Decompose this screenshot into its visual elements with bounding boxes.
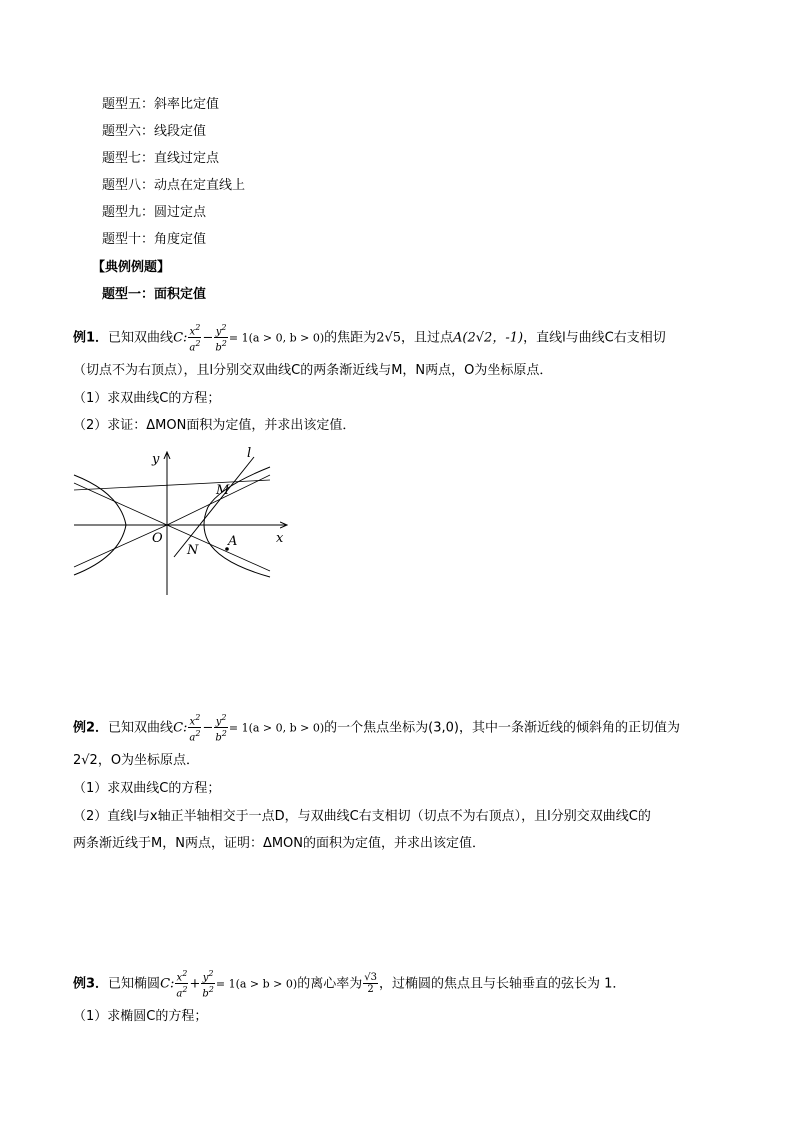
ex3-end: ，过椭圆的焦点且与长轴垂直的弦长为 1． (378, 976, 626, 992)
hyperbola-figure (70, 445, 295, 600)
ex1-question-2: （2）求证：ΔMON面积为定值，并求出该定值． (73, 418, 356, 433)
ex3-frac-x: $\frac{x^2}{a^2}$ (176, 969, 188, 1000)
ex3-mid: 的离心率为 (297, 976, 363, 992)
label-a: A (228, 534, 238, 549)
label-m: M (216, 483, 230, 498)
ex3-line1: 例3．已知椭圆C: $\frac{x^2}{a^2}$ + $\frac{y^2}{b^2}$ = 1(a > b > 0)的离心率为 $\frac{√3}{2}$ ，过椭圆的焦点且与长轴垂直的弦长为 1． (73, 969, 626, 1000)
type-item-9: 题型九：圆过定点 (102, 205, 207, 220)
ex1-mid2: ，且过点 (401, 330, 454, 346)
tangent-line-l (174, 457, 254, 557)
asymptote-1 (74, 480, 270, 490)
ex2-question-1: （1）求双曲线C的方程； (73, 781, 221, 796)
ex2-end: 的一个焦点坐标为(3,0)，其中一条渐近线的倾斜角的正切值为 (324, 720, 680, 736)
ex3-eccentricity (363, 972, 378, 995)
ex3-cond: = 1(a > b > 0) (215, 977, 298, 991)
type-item-8: 题型八：动点在定直线上 (102, 178, 246, 193)
ex1-focal: 2√5 (376, 330, 402, 346)
ex1-label: 例1． (73, 330, 109, 346)
type-item-7: 题型七：直线过定点 (102, 151, 220, 166)
asymptote-neg-left (74, 483, 167, 525)
ex3-question-1: （1）求椭圆C的方程； (73, 1009, 208, 1024)
ex1-prefix: 已知双曲线 (108, 330, 174, 346)
asymptote-neg (167, 525, 270, 571)
type-item-10: 题型十：角度定值 (102, 232, 207, 247)
ex1-end: ，直线l与曲线C右支相切 (523, 330, 666, 346)
hyperbola-right-branch (204, 467, 270, 577)
ex1-frac-y: $\frac{y^2}{b^2}$ (215, 323, 227, 354)
ex1-question-1: （1）求双曲线C的方程； (73, 391, 221, 406)
ex2-line1: 例2．已知双曲线C: $\frac{x^2}{a^2}$ − $\frac{y^2}{b^2}$ = 1(a > 0, b > 0)的一个焦点坐标为(3,0)，其中一条渐近线的倾斜角的正切值为 (73, 713, 680, 744)
ex1-point-a: A(2√2，-1) (453, 330, 524, 346)
ex3-label: 例3． (73, 976, 109, 992)
ex3-curve: C: (160, 976, 175, 992)
ex1-line2: （切点不为右顶点），且l分别交双曲线C的两条渐近线与M，N两点，O为坐标原点． (73, 363, 553, 378)
subsection-title: 题型一：面积定值 (102, 287, 207, 302)
label-x: x (276, 531, 284, 546)
ex3-ecc-den: 2 (367, 984, 374, 996)
ex1-frac-x: $\frac{x^2}{a^2}$ (189, 323, 201, 354)
ex1-curve: C: (173, 330, 188, 346)
ex1-mid: 的焦距为 (324, 330, 377, 346)
ex1-cond: = 1(a > 0, b > 0) (228, 331, 325, 345)
ex3-frac-y: $\frac{y^2}{b^2}$ (202, 969, 214, 1000)
type-item-5: 题型五：斜率比定值 (102, 97, 220, 112)
ex2-prefix: 已知双曲线 (108, 720, 174, 736)
label-y: y (152, 452, 160, 467)
ex2-cond: = 1(a > 0, b > 0) (228, 721, 325, 735)
ex3-ecc-num: √3 (364, 972, 377, 984)
ex2-curve: C: (173, 720, 188, 736)
ex2-label: 例2． (73, 720, 109, 736)
ex2-question-2b: 两条渐近线于M，N两点，证明：ΔMON的面积为定值，并求出该定值． (73, 836, 486, 851)
label-l: l (247, 446, 252, 461)
ex2-question-2a: （2）直线l与x轴正半轴相交于一点D，与双曲线C右支相切（切点不为右顶点），且l分别交双曲线C的 (73, 809, 651, 824)
label-o: O (152, 531, 163, 546)
section-title: 【典例例题】 (92, 260, 171, 275)
ex2-line2: 2√2，O为坐标原点． (73, 753, 200, 768)
ex2-frac-y: $\frac{y^2}{b^2}$ (215, 713, 227, 744)
ex2-frac-x: $\frac{x^2}{a^2}$ (189, 713, 201, 744)
ex3-prefix: 已知椭圆 (108, 976, 161, 992)
ex1-line1: 例1．已知双曲线C: $\frac{x^2}{a^2}$ − $\frac{y^2}{b^2}$ = 1(a > 0, b > 0)的焦距为2√5，且过点A(2√2，-1)，直线l与曲线C右支相切 (73, 323, 666, 354)
label-n: N (187, 543, 199, 558)
type-item-6: 题型六：线段定值 (102, 124, 207, 139)
